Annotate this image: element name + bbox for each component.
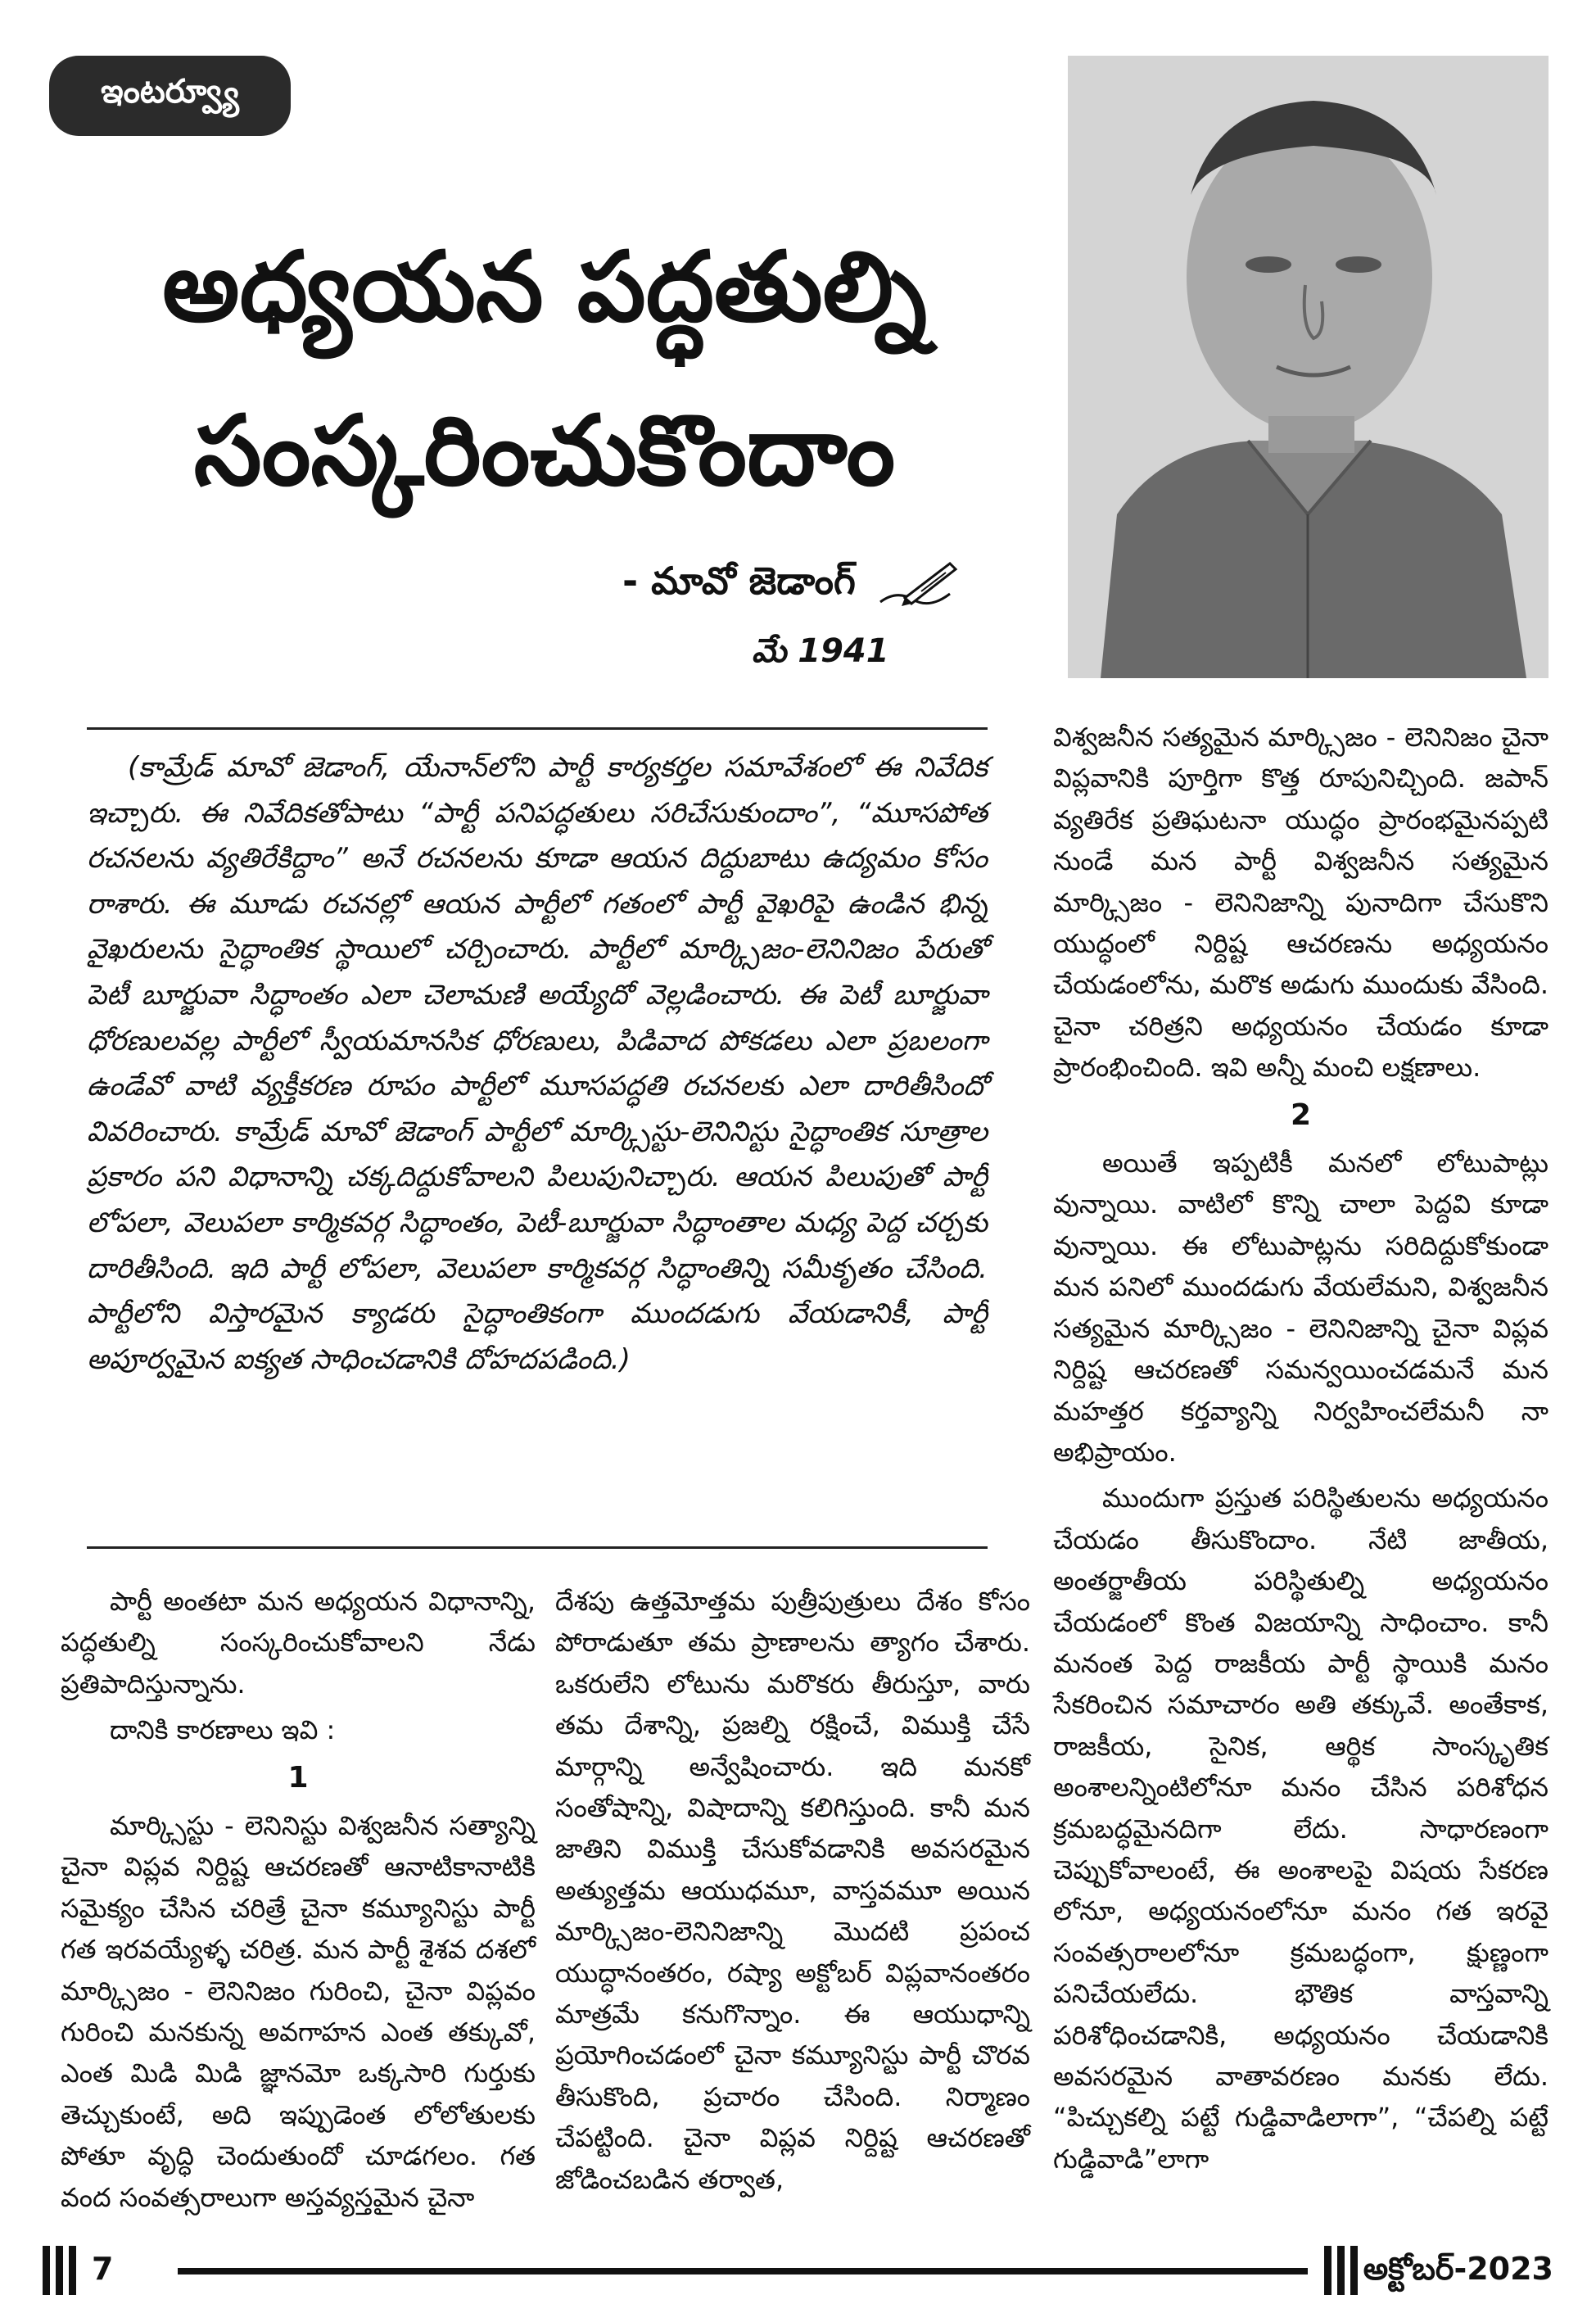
article-date: మే 1941 xyxy=(752,632,889,670)
paragraph: విశ్వజనీన సత్యమైన మార్క్సిజం - లెనినిజం చైనా విప్లవానికి పూర్తిగా కొత్త రూపునిచ్చింది. జపాన్ వ్యతిరేక ప్రతిఘటనా యుద్ధం ప్రారంభమైనప్పటి నుండే మన పార్టీ విశ్వజనీన సత్యమైన మార్క్సిజం - లెనినిజాన్ని పునాదిగా చేసుకొని యుద్ధంలో నిర్దిష్ట ఆచరణను అధ్యయనం చేయడంలోను, మరొక అడుగు ముందుకు వేసింది. చైనా చరిత్రని అధ్యయనం చేయడం కూడా ప్రారంభించింది. ఇవి అన్నీ మంచి లక్షణాలు. xyxy=(1053,722,1549,1084)
pen-writing-icon xyxy=(872,557,962,614)
column-right xyxy=(1053,717,1549,2184)
footer-bars-left xyxy=(43,2246,76,2295)
page-footer xyxy=(43,2246,1553,2295)
section-number: 1 xyxy=(287,1760,309,1795)
column-middle xyxy=(555,1581,1030,2205)
author-name: - మావో జెడాంగ్ xyxy=(622,559,856,603)
page-number: 7 xyxy=(92,2251,114,2287)
paragraph: దేశపు ఉత్తమోత్తమ పుత్రీపుత్రులు దేశం కోసం పోరాడుతూ తమ ప్రాణాలను త్యాగం చేశారు. ఒకరులేని లోటును మరొకరు తీరుస్తూ, వారు తమ దేశాన్ని, ప్రజల్ని రక్షించే, విముక్తి చేసే మార్గాన్ని అన్వేషించారు. ఇది మనకో సంతోషాన్ని, విషాదాన్ని కలిగిస్తుంది. కానీ మన జాతిని విముక్తి చేసుకోవడానికి అవసరమైన అత్యుత్తమ ఆయుధమూ, వాస్తవమూ అయిన మార్క్సిజం-లెనినిజాన్ని మొదటి ప్రపంచ యుద్ధానంతరం, రష్యా అక్టోబర్ విప్లవానంతరం మాత్రమే కనుగొన్నాం. ఈ ఆయుధాన్ని ప్రయోగించడంలో చైనా కమ్యూనిస్టు పార్టీ చొరవ తీసుకొంది, ప్రచారం చేసింది. నిర్మాణం చేపట్టింది. చైనా విప్లవ నిర్దిష్ట ఆచరణతో జోడించబడిన తర్వాత, xyxy=(555,1586,1030,2195)
section-number: 2 xyxy=(1290,1098,1312,1132)
article-title: అధ్యయన పద్ధతుల్ని సంస్కరించుకొందాం xyxy=(162,230,927,507)
issue-date: అక్టోబర్-2023 xyxy=(1363,2251,1553,2287)
section-badge: ఇంటర్వ్యూ xyxy=(49,56,291,136)
paragraph: దానికి కారణాలు ఇవి : xyxy=(110,1714,336,1746)
footer-bars-right xyxy=(1324,2246,1358,2295)
footer-rule xyxy=(178,2268,1308,2274)
column-left xyxy=(61,1581,536,2223)
intro-bottom-rule xyxy=(87,1546,988,1549)
paragraph: ముందుగా ప్రస్తుత పరిస్థితులను అధ్యయనం చేయడం తీసుకొందాం. నేటి జాతీయ, అంతర్జాతీయ పరిస్థితుల్ని అధ్యయనం చేయడంలో కొంత విజయాన్ని సాధించాం. కానీ మనంత పెద్ద రాజకీయ పార్టీ స్థాయికి మనం సేకరించిన సమాచారం అతి తక్కువే. అంతేకాక, రాజకీయ, సైనిక, ఆర్థిక సాంస్కృతిక అంశాలన్నింటిలోనూ మనం చేసిన పరిశోధన క్రమబద్ధమైనదిగా లేదు. సాధారణంగా చెప్పుకోవాలంటే, ఈ అంశాలపై విషయ సేకరణ లోనూ, అధ్యయనంలోనూ మనం గత ఇరవై సంవత్సరాలలోనూ క్రమబద్ధంగా, క్షుణ్ణంగా పనిచేయలేదు. భౌతిక వాస్తవాన్ని పరిశోధించడానికి, అధ్యయనం చేయడానికి అవసరమైన వాతావరణం మనకు లేదు. “పిచ్చుకల్ని పట్టే గుడ్డివాడిలాగా”, “చేపల్ని పట్టే గుడ్డివాడి”లాగా xyxy=(1053,1482,1549,2175)
intro-top-rule xyxy=(87,727,988,730)
paragraph: అయితే ఇప్పటికీ మనలో లోటుపాట్లు వున్నాయి. వాటిలో కొన్ని చాలా పెద్దవి కూడా వున్నాయి. ఈ లోటుపాట్లను సరిదిద్దుకోకుండా మన పనిలో ముందడుగు వేయలేమని, విశ్వజనీన సత్యమైన మార్క్సిజం - లెనినిజాన్ని చైనా విప్లవ నిర్దిష్ట ఆచరణతో సమన్వయించడమనే మన మహత్తర కర్తవ్యాన్ని నిర్వహించలేమనీ నా అభిప్రాయం. xyxy=(1053,1147,1549,1468)
portrait-photo xyxy=(1068,56,1549,678)
intro-paragraph: (కామ్రేడ్ మావో జెడాంగ్, యేనాన్‌లోని పార్టీ కార్యకర్తల సమావేశంలో ఈ నివేదిక ఇచ్చారు. ఈ నివేదికతోపాటు “పార్టీ పనిపద్ధతులు సరిచేసుకుందాం”, “మూసపోత రచనలను వ్యతిరేకిద్దాం” అనే రచనలను కూడా ఆయన దిద్దుబాటు ఉద్యమం కోసం రాశారు. ఈ మూడు రచనల్లో ఆయన పార్టీలో గతంలో పార్టీ వైఖరిపై ఉండిన భిన్న వైఖరులను సైద్ధాంతిక స్థాయిలో చర్చించారు. పార్టీలో మార్క్సిజం-లెనినిజం పేరుతో పెటీ బూర్జువా సిద్ధాంతం ఎలా చెలామణి అయ్యేదో వెల్లడించారు. ఈ పెటీ బూర్జువా ధోరణులవల్ల పార్టీలో స్వీయమానసిక ధోరణులు, పిడివాద పోకడలు ఎలా ప్రబలంగా ఉండేవో వాటి వ్యక్తీకరణ రూపం పార్టీలో మూసపద్ధతి రచనలకు ఎలా దారితీసిందో వివరించారు. కామ్రేడ్ మావో జెడాంగ్ పార్టీలో మార్క్సిస్టు-లెనినిస్టు సైద్ధాంతిక సూత్రాల ప్రకారం పని విధానాన్ని చక్కదిద్దుకోవాలని పిలుపునిచ్చారు. ఆయన పిలుపుతో పార్టీ లోపలా, వెలుపలా కార్మికవర్గ సిద్ధాంతం, పెటీ-బూర్జువా సిద్ధాంతాల మధ్య పెద్ద చర్చకు దారితీసింది. ఇది పార్టీ లోపలా, వెలుపలా కార్మికవర్గ సిద్ధాంతిన్ని సమీకృతం చేసింది. పార్టీలోని విస్తారమైన క్యాడరు సైద్ధాంతికంగా ముందడుగు వేయడానికీ, పార్టీ అపూర్వమైన ఐక్యత సాధించడానికి దోహదపడింది.) xyxy=(87,751,988,1376)
author-line xyxy=(622,557,962,614)
paragraph: పార్టీ అంతటా మన అధ్యయన విధానాన్ని, పద్ధతుల్ని సంస్కరించుకోవాలని నేడు ప్రతిపాదిస్తున్నాను. xyxy=(61,1586,536,1700)
portrait-illustration xyxy=(1068,56,1549,678)
paragraph: మార్క్సిస్టు - లెనినిస్టు విశ్వజనీన సత్యాన్ని చైనా విప్లవ నిర్దిష్ట ఆచరణతో ఆనాటికానాటికి సమైక్యం చేసిన చరిత్రే చైనా కమ్యూనిస్టు పార్టీ గత ఇరవయ్యేళ్ళ చరిత్ర. మన పార్టీ శైశవ దశలో మార్క్సిజం - లెనినిజం గురించి, చైనా విప్లవం గురించి మనకున్న అవగాహన ఎంత తక్కువో, ఎంత మిడి మిడి జ్ఞానమో ఒక్కసారి గుర్తుకు తెచ్చుకుంటే, అది ఇప్పుడెంత లోలోతులకు పోతూ వృద్ధి చెందుతుందో చూడగలం. గత వంద సంవత్సరాలుగా అస్తవ్యస్తమైన చైనా xyxy=(61,1810,536,2213)
